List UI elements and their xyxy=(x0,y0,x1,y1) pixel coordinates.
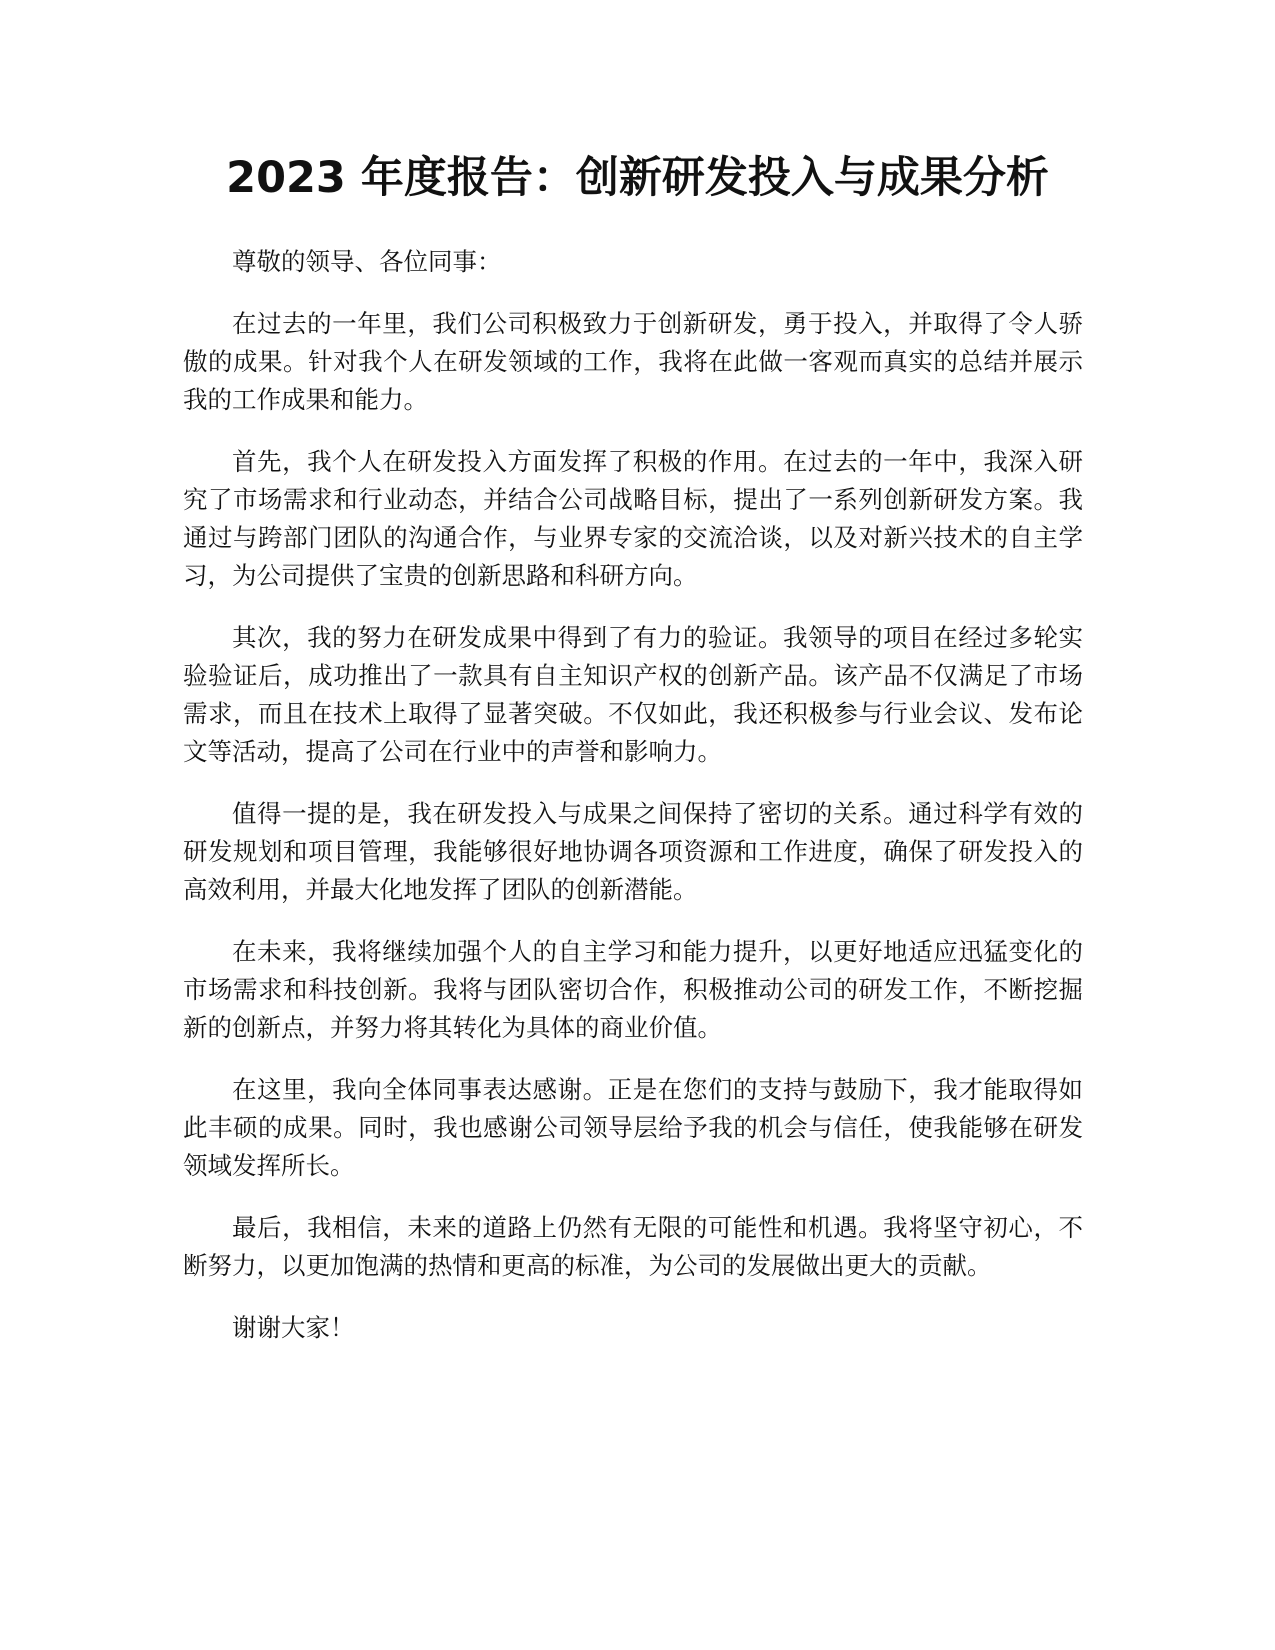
paragraph-thanks: 在这里，我向全体同事表达感谢。正是在您们的支持与鼓励下，我才能取得如此丰硕的成果。同时，我也感谢公司领导层给予我的机会与信任，使我能够在研发领域发挥所长。 xyxy=(183,1075,1083,1180)
paragraph-investment: 首先，我个人在研发投入方面发挥了积极的作用。在过去的一年中，我深入研究了市场需求和行业动态，并结合公司战略目标，提出了一系列创新研发方案。我通过与跨部门团队的沟通合作，与业界专家的交流洽谈，以及对新兴技术的自主学习，为公司提供了宝贵的创新思路和科研方向。 xyxy=(183,447,1083,590)
document-body xyxy=(183,243,1083,1371)
paragraph-future: 在未来，我将继续加强个人的自主学习和能力提升，以更好地适应迅猛变化的市场需求和科技创新。我将与团队密切合作，积极推动公司的研发工作，不断挖掘新的创新点，并努力将其转化为具体的商业价值。 xyxy=(183,937,1083,1042)
sign-off: 谢谢大家！ xyxy=(232,1313,355,1342)
paragraph-closing: 最后，我相信，未来的道路上仍然有无限的可能性和机遇。我将坚守初心，不断努力，以更加饱满的热情和更高的标准，为公司的发展做出更大的贡献。 xyxy=(183,1213,1083,1280)
paragraph-results: 其次，我的努力在研发成果中得到了有力的验证。我领导的项目在经过多轮实验验证后，成功推出了一款具有自主知识产权的创新产品。该产品不仅满足了市场需求，而且在技术上取得了显著突破。不仅如此，我还积极参与行业会议、发布论文等活动，提高了公司在行业中的声誉和影响力。 xyxy=(183,623,1083,766)
paragraph-relationship: 值得一提的是，我在研发投入与成果之间保持了密切的关系。通过科学有效的研发规划和项目管理，我能够很好地协调各项资源和工作进度，确保了研发投入的高效利用，并最大化地发挥了团队的创新潜能。 xyxy=(183,799,1083,904)
paragraph-intro: 在过去的一年里，我们公司积极致力于创新研发，勇于投入，并取得了令人骄傲的成果。针对我个人在研发领域的工作，我将在此做一客观而真实的总结并展示我的工作成果和能力。 xyxy=(183,309,1083,414)
salutation: 尊敬的领导、各位同事： xyxy=(232,247,502,276)
document-title: 2023 年度报告：创新研发投入与成果分析 xyxy=(226,153,1049,203)
